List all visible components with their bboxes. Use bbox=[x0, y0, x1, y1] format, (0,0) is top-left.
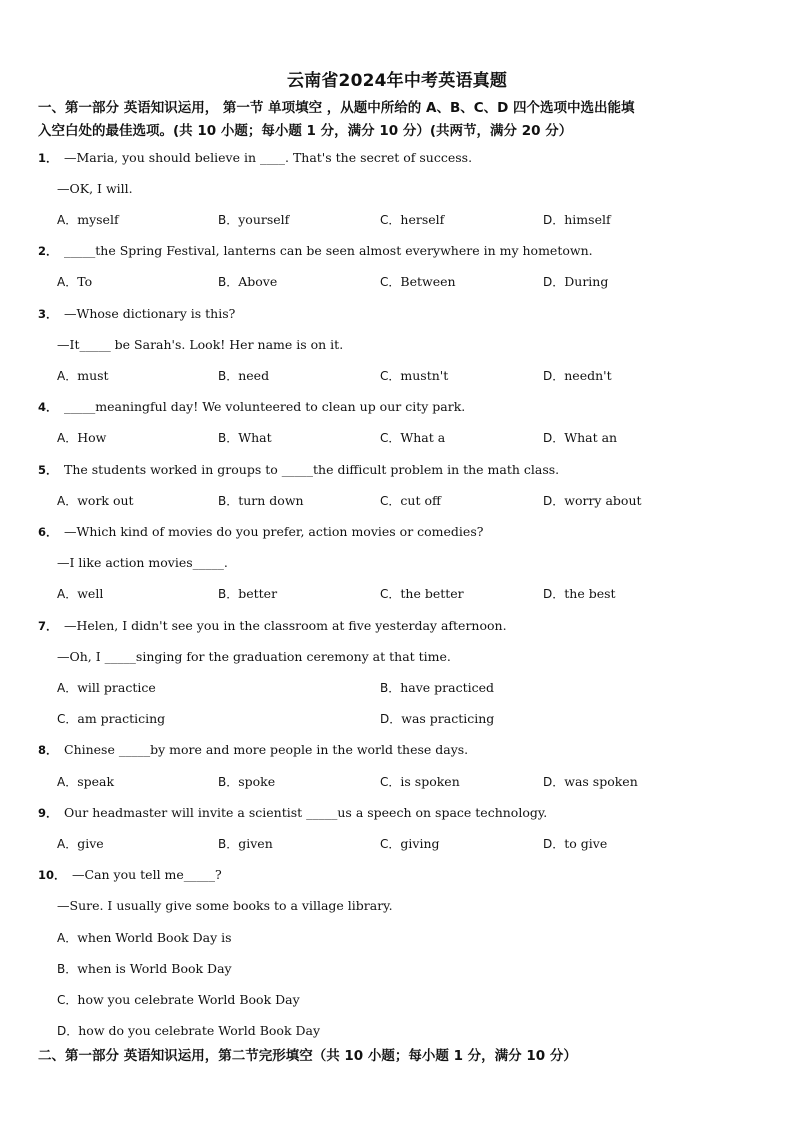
question-10 bbox=[38, 867, 222, 883]
option-text: speak bbox=[77, 774, 115, 789]
option-letter: B． bbox=[218, 431, 239, 445]
section-1-heading bbox=[38, 97, 760, 143]
question-1-option-b bbox=[218, 212, 289, 228]
question-stem: _____meaningful day! We volunteered to clean up our city park. bbox=[64, 399, 466, 414]
question-number: 7． bbox=[38, 619, 58, 633]
option-text: need bbox=[238, 368, 270, 383]
question-4-option-b bbox=[218, 430, 272, 446]
question-number: 5． bbox=[38, 463, 58, 477]
question-3-line-2: —It_____ be Sarah's. Look! Her name is on it. bbox=[57, 337, 344, 352]
question-7-line-2: —Oh, I _____singing for the graduation ceremony at that time. bbox=[57, 649, 451, 664]
question-stem: _____the Spring Festival, lanterns can be seen almost everywhere in my hometown. bbox=[64, 243, 593, 258]
question-4-option-c bbox=[380, 430, 445, 446]
question-number: 8． bbox=[38, 743, 58, 757]
option-text: the better bbox=[400, 586, 464, 601]
option-letter: B． bbox=[218, 837, 239, 851]
option-letter: D． bbox=[543, 431, 565, 445]
question-5 bbox=[38, 462, 559, 478]
option-letter: B． bbox=[57, 962, 78, 976]
question-1-line-2: —OK, I will. bbox=[57, 181, 133, 196]
question-10-option-c bbox=[57, 992, 300, 1008]
question-number: 9． bbox=[38, 806, 58, 820]
option-text: himself bbox=[564, 212, 611, 227]
section-1-heading-line-2: 入空白处的最佳选项。(共 10 小题；每小题 1 分，满分 10 分）(共两节，满分 20 分） bbox=[38, 123, 573, 139]
question-3-option-d bbox=[543, 368, 612, 384]
option-letter: A． bbox=[57, 931, 78, 945]
option-text: What an bbox=[564, 430, 618, 445]
option-text: yourself bbox=[238, 212, 290, 227]
question-10-line-2: —Sure. I usually give some books to a village library. bbox=[57, 898, 393, 913]
question-stem: —Can you tell me_____? bbox=[72, 867, 222, 882]
option-letter: B． bbox=[218, 369, 239, 383]
option-text: how you celebrate World Book Day bbox=[77, 992, 300, 1007]
question-9-option-b bbox=[218, 836, 273, 852]
question-number: 2． bbox=[38, 244, 58, 258]
option-text: will practice bbox=[77, 680, 156, 695]
question-4-option-d bbox=[543, 430, 617, 446]
question-number: 10． bbox=[38, 868, 66, 882]
option-text: turn down bbox=[238, 493, 304, 508]
question-number: 6． bbox=[38, 525, 58, 539]
question-number: 1． bbox=[38, 151, 58, 165]
option-letter: C． bbox=[380, 494, 401, 508]
question-8-option-d bbox=[543, 774, 638, 790]
option-text: the best bbox=[564, 586, 616, 601]
question-6-line-2: —I like action movies_____. bbox=[57, 555, 228, 570]
question-stem: —Maria, you should believe in ____. That's the secret of success. bbox=[64, 150, 473, 165]
option-letter: D． bbox=[543, 275, 565, 289]
question-stem: Chinese _____by more and more people in the world these days. bbox=[64, 742, 469, 757]
option-letter: D． bbox=[543, 837, 565, 851]
option-letter: A． bbox=[57, 431, 78, 445]
option-letter: A． bbox=[57, 213, 78, 227]
question-10-option-b bbox=[57, 961, 232, 977]
option-text: worry about bbox=[564, 493, 642, 508]
question-1-option-d bbox=[543, 212, 611, 228]
option-text: when World Book Day is bbox=[77, 930, 232, 945]
question-9-option-a bbox=[57, 836, 104, 852]
option-text: giving bbox=[400, 836, 440, 851]
option-text: given bbox=[238, 836, 273, 851]
question-7-option-c bbox=[57, 711, 165, 727]
option-letter: B． bbox=[218, 213, 239, 227]
question-5-option-c bbox=[380, 493, 441, 509]
question-5-option-b bbox=[218, 493, 304, 509]
question-8-option-a bbox=[57, 774, 114, 790]
question-7-option-a bbox=[57, 680, 156, 696]
question-1 bbox=[38, 150, 472, 166]
option-letter: D． bbox=[543, 213, 565, 227]
option-letter: C． bbox=[380, 431, 401, 445]
question-5-option-d bbox=[543, 493, 642, 509]
option-letter: D． bbox=[543, 587, 565, 601]
question-6-option-a bbox=[57, 586, 103, 602]
question-8-option-c bbox=[380, 774, 460, 790]
question-3-option-c bbox=[380, 368, 448, 384]
question-8 bbox=[38, 742, 468, 758]
question-stem: —Whose dictionary is this? bbox=[64, 306, 236, 321]
question-10-option-a bbox=[57, 930, 232, 946]
option-text: To bbox=[77, 274, 93, 289]
question-7-option-d bbox=[380, 711, 494, 727]
option-text: How bbox=[77, 430, 107, 445]
option-letter: C． bbox=[380, 587, 401, 601]
question-10-option-d bbox=[57, 1023, 320, 1039]
option-letter: D． bbox=[543, 369, 565, 383]
question-8-option-b bbox=[218, 774, 275, 790]
option-text: have practiced bbox=[400, 680, 495, 695]
option-text: when is World Book Day bbox=[77, 961, 232, 976]
page-title: 云南省2024年中考英语真题 bbox=[286, 71, 508, 91]
option-letter: A． bbox=[57, 775, 78, 789]
question-6-option-b bbox=[218, 586, 277, 602]
question-3-option-a bbox=[57, 368, 109, 384]
section-1-heading-line-1: 一、第一部分 英语知识运用， 第一节 单项填空 ，从题中所给的 A、B、C、D 四个选项中选出能填 bbox=[38, 100, 635, 116]
option-text: was spoken bbox=[564, 774, 638, 789]
question-stem: —Which kind of movies do you prefer, action movies or comedies? bbox=[64, 524, 484, 539]
option-letter: C． bbox=[380, 837, 401, 851]
option-letter: A． bbox=[57, 494, 78, 508]
question-number: 4． bbox=[38, 400, 58, 414]
question-9-option-c bbox=[380, 836, 440, 852]
option-text: What a bbox=[400, 430, 446, 445]
option-text: am practicing bbox=[77, 711, 166, 726]
option-text: give bbox=[77, 836, 104, 851]
question-9-option-d bbox=[543, 836, 607, 852]
option-letter: B． bbox=[218, 275, 239, 289]
option-letter: C． bbox=[380, 775, 401, 789]
option-text: better bbox=[238, 586, 278, 601]
option-letter: C． bbox=[380, 275, 401, 289]
option-text: Between bbox=[400, 274, 456, 289]
question-2 bbox=[38, 243, 593, 259]
question-4-option-a bbox=[57, 430, 106, 446]
option-text: must bbox=[77, 368, 109, 383]
question-6 bbox=[38, 524, 483, 540]
option-text: work out bbox=[77, 493, 134, 508]
question-3-option-b bbox=[218, 368, 269, 384]
question-7 bbox=[38, 618, 507, 634]
question-9 bbox=[38, 805, 547, 821]
question-5-option-a bbox=[57, 493, 134, 509]
question-stem: Our headmaster will invite a scientist _____us a speech on space technology. bbox=[64, 805, 548, 820]
option-letter: B． bbox=[218, 587, 239, 601]
option-text: how do you celebrate World Book Day bbox=[78, 1023, 321, 1038]
option-text: cut off bbox=[400, 493, 441, 508]
option-text: During bbox=[564, 274, 609, 289]
question-2-option-c bbox=[380, 274, 456, 290]
option-letter: D． bbox=[380, 712, 402, 726]
option-letter: A． bbox=[57, 681, 78, 695]
option-text: mustn't bbox=[400, 368, 449, 383]
option-letter: C． bbox=[57, 993, 78, 1007]
question-2-option-a bbox=[57, 274, 92, 290]
option-text: was practicing bbox=[401, 711, 495, 726]
question-2-option-d bbox=[543, 274, 608, 290]
option-letter: C． bbox=[380, 213, 401, 227]
option-letter: D． bbox=[543, 775, 565, 789]
section-2-heading: 二、第一部分 英语知识运用，第二节完形填空（共 10 小题；每小题 1 分，满分 10 分） bbox=[38, 1048, 577, 1064]
option-letter: A． bbox=[57, 837, 78, 851]
option-text: needn't bbox=[564, 368, 612, 383]
question-2-option-b bbox=[218, 274, 277, 290]
question-6-option-d bbox=[543, 586, 616, 602]
option-letter: A． bbox=[57, 369, 78, 383]
option-letter: C． bbox=[57, 712, 78, 726]
option-letter: D． bbox=[543, 494, 565, 508]
question-1-option-c bbox=[380, 212, 444, 228]
question-7-option-b bbox=[380, 680, 494, 696]
question-stem: The students worked in groups to _____the difficult problem in the math class. bbox=[64, 462, 560, 477]
option-letter: B． bbox=[218, 775, 239, 789]
option-text: to give bbox=[564, 836, 608, 851]
option-text: Above bbox=[238, 274, 278, 289]
option-letter: C． bbox=[380, 369, 401, 383]
question-1-option-a bbox=[57, 212, 119, 228]
question-number: 3． bbox=[38, 307, 58, 321]
option-letter: D． bbox=[57, 1024, 79, 1038]
option-letter: B． bbox=[380, 681, 401, 695]
option-text: well bbox=[77, 586, 104, 601]
option-text: herself bbox=[400, 212, 445, 227]
option-text: myself bbox=[77, 212, 119, 227]
option-text: What bbox=[238, 430, 272, 445]
option-text: is spoken bbox=[400, 774, 460, 789]
option-text: spoke bbox=[238, 774, 276, 789]
option-letter: B． bbox=[218, 494, 239, 508]
question-6-option-c bbox=[380, 586, 464, 602]
question-4 bbox=[38, 399, 465, 415]
option-letter: A． bbox=[57, 275, 78, 289]
option-letter: A． bbox=[57, 587, 78, 601]
question-stem: —Helen, I didn't see you in the classroom at five yesterday afternoon. bbox=[64, 618, 507, 633]
question-3 bbox=[38, 306, 235, 322]
